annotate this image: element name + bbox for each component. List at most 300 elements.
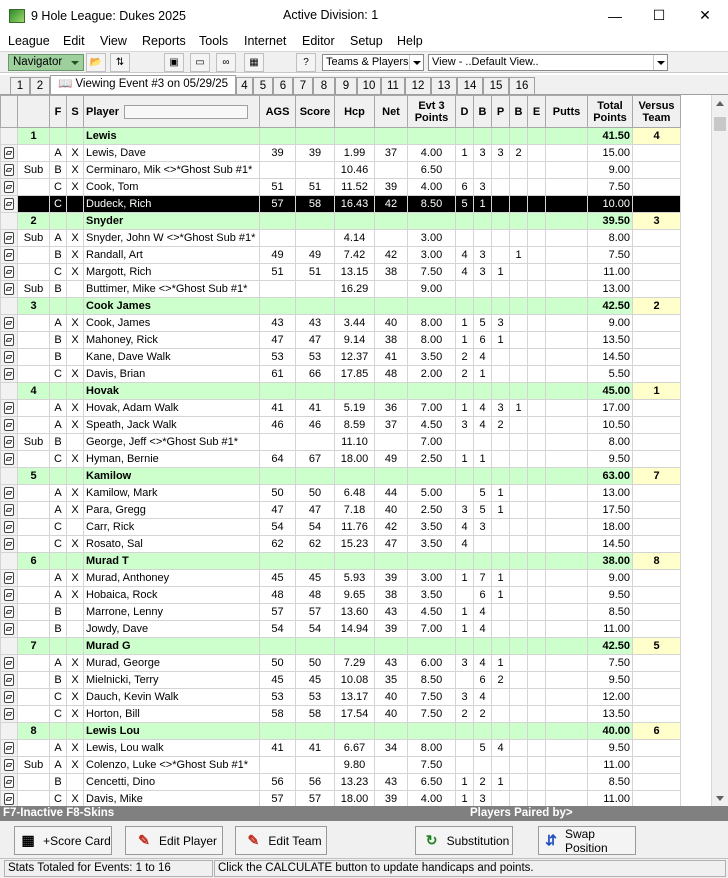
player-putts[interactable] [546,145,588,162]
scorecard-icon[interactable]: ▱ [1,145,18,162]
player-ags[interactable] [260,434,296,451]
player-pts[interactable]: 4.00 [408,145,456,162]
team-name[interactable]: Lewis Lou [84,723,260,740]
player-search-input[interactable] [124,105,248,119]
player-net[interactable]: 36 [375,400,408,417]
player-pts[interactable]: 2.50 [408,451,456,468]
player-b[interactable]: 1 [474,451,492,468]
player-row[interactable] [1,706,681,723]
player-sub[interactable] [18,706,50,723]
player-pts[interactable]: 6.50 [408,774,456,791]
player-name[interactable]: Dudeck, Rich [84,196,260,213]
player-row[interactable] [1,740,681,757]
player-s[interactable] [67,774,84,791]
edit-team-button[interactable] [235,826,327,855]
scorecard-icon[interactable]: ▱ [1,604,18,621]
player-total[interactable]: 11.00 [588,757,633,774]
player-b[interactable]: 7 [474,570,492,587]
player-row[interactable] [1,621,681,638]
player-sub[interactable] [18,621,50,638]
player-b[interactable]: 4 [474,417,492,434]
player-putts[interactable] [546,332,588,349]
player-hcp[interactable]: 6.48 [335,485,375,502]
player-name[interactable]: Rosato, Sal [84,536,260,553]
player-e[interactable] [528,247,546,264]
header-b[interactable]: B [474,96,492,128]
player-sub[interactable] [18,502,50,519]
player-row[interactable] [1,502,681,519]
player-pts[interactable]: 8.50 [408,672,456,689]
player-f[interactable]: A [50,757,67,774]
player-f[interactable]: A [50,417,67,434]
player-score[interactable]: 47 [296,502,335,519]
scorecard-icon[interactable]: ▱ [1,179,18,196]
player-row[interactable] [1,587,681,604]
player-sub[interactable] [18,264,50,281]
player-d[interactable] [456,281,474,298]
player-e[interactable] [528,519,546,536]
team-name[interactable]: Cook James [84,298,260,315]
player-name[interactable]: Horton, Bill [84,706,260,723]
player-name[interactable]: Buttimer, Mike <>*Ghost Sub #1* [84,281,260,298]
player-f[interactable]: A [50,655,67,672]
player-pts[interactable]: 3.50 [408,587,456,604]
player-score[interactable]: 54 [296,621,335,638]
player-ags[interactable]: 47 [260,332,296,349]
player-net[interactable]: 39 [375,179,408,196]
player-score[interactable]: 45 [296,672,335,689]
scorecard-icon[interactable]: ▱ [1,655,18,672]
player-p[interactable]: 3 [492,315,510,332]
player-b2[interactable] [510,519,528,536]
player-pts[interactable]: 6.50 [408,162,456,179]
header-putts[interactable]: Putts [546,96,588,128]
player-s[interactable]: X [67,400,84,417]
scorecard-icon[interactable]: ▱ [1,434,18,451]
player-s[interactable]: X [67,757,84,774]
player-score[interactable]: 53 [296,349,335,366]
player-name[interactable]: Davis, Mike [84,791,260,807]
team-name[interactable]: Snyder [84,213,260,230]
player-score[interactable]: 51 [296,264,335,281]
player-row[interactable] [1,332,681,349]
header-versus-team[interactable]: Versus Team [633,96,681,128]
player-b2[interactable] [510,740,528,757]
scorecard-icon[interactable]: ▱ [1,485,18,502]
player-row[interactable] [1,162,681,179]
player-hcp[interactable]: 6.67 [335,740,375,757]
player-d[interactable]: 5 [456,196,474,213]
player-ags[interactable]: 56 [260,774,296,791]
player-b2[interactable] [510,655,528,672]
scorecard-icon[interactable]: ▱ [1,247,18,264]
player-sub[interactable] [18,519,50,536]
player-s[interactable]: X [67,587,84,604]
player-row[interactable] [1,315,681,332]
player-b2[interactable] [510,349,528,366]
player-hcp[interactable]: 13.23 [335,774,375,791]
player-b2[interactable] [510,621,528,638]
player-hcp[interactable]: 10.08 [335,672,375,689]
player-b2[interactable] [510,791,528,807]
player-score[interactable]: 56 [296,774,335,791]
player-score[interactable]: 57 [296,791,335,807]
player-score[interactable]: 54 [296,519,335,536]
player-score[interactable]: 39 [296,145,335,162]
player-b2[interactable] [510,315,528,332]
player-name[interactable]: Speath, Jack Walk [84,417,260,434]
player-d[interactable]: 2 [456,706,474,723]
player-p[interactable]: 3 [492,145,510,162]
player-f[interactable]: B [50,604,67,621]
player-score[interactable]: 41 [296,400,335,417]
player-total[interactable]: 10.50 [588,417,633,434]
player-b[interactable]: 4 [474,349,492,366]
player-name[interactable]: Hobaica, Rock [84,587,260,604]
tab-event-1[interactable]: 1 [10,77,30,94]
player-d[interactable]: 4 [456,247,474,264]
player-pts[interactable]: 3.50 [408,536,456,553]
player-e[interactable] [528,451,546,468]
player-e[interactable] [528,196,546,213]
player-s[interactable]: X [67,570,84,587]
scorecard-icon[interactable]: ▱ [1,332,18,349]
player-p[interactable] [492,451,510,468]
player-b2[interactable] [510,502,528,519]
player-net[interactable]: 39 [375,570,408,587]
player-b2[interactable] [510,689,528,706]
player-b[interactable]: 2 [474,774,492,791]
tab-event-15[interactable]: 15 [483,77,509,94]
player-pts[interactable]: 8.00 [408,740,456,757]
player-total[interactable]: 9.50 [588,451,633,468]
player-e[interactable] [528,689,546,706]
player-b2[interactable] [510,706,528,723]
help-icon[interactable]: ? [296,53,316,72]
player-hcp[interactable]: 9.65 [335,587,375,604]
player-p[interactable]: 1 [492,332,510,349]
player-p[interactable] [492,519,510,536]
player-total[interactable]: 13.50 [588,332,633,349]
player-total[interactable]: 8.00 [588,434,633,451]
player-putts[interactable] [546,519,588,536]
player-row[interactable] [1,247,681,264]
player-e[interactable] [528,502,546,519]
player-hcp[interactable]: 15.23 [335,536,375,553]
player-ags[interactable]: 39 [260,145,296,162]
player-total[interactable]: 17.00 [588,400,633,417]
monitor-icon[interactable]: ▣ [164,53,184,72]
player-row[interactable] [1,689,681,706]
player-p[interactable] [492,689,510,706]
player-b2[interactable] [510,451,528,468]
player-score[interactable]: 53 [296,689,335,706]
player-s[interactable] [67,196,84,213]
player-b[interactable]: 5 [474,740,492,757]
player-putts[interactable] [546,400,588,417]
player-p[interactable]: 2 [492,672,510,689]
player-e[interactable] [528,366,546,383]
player-total[interactable]: 11.00 [588,621,633,638]
player-sub[interactable]: Sub [18,230,50,247]
player-total[interactable]: 8.00 [588,230,633,247]
player-ags[interactable]: 50 [260,655,296,672]
player-s[interactable]: X [67,366,84,383]
player-f[interactable]: B [50,332,67,349]
player-p[interactable] [492,536,510,553]
player-e[interactable] [528,485,546,502]
tab-event-2[interactable]: 2 [30,77,50,94]
player-total[interactable]: 13.50 [588,706,633,723]
player-ags[interactable]: 53 [260,349,296,366]
player-hcp[interactable]: 11.10 [335,434,375,451]
player-net[interactable]: 39 [375,791,408,807]
player-net[interactable]: 44 [375,485,408,502]
player-b2[interactable]: 1 [510,400,528,417]
player-net[interactable]: 42 [375,247,408,264]
player-total[interactable]: 9.50 [588,740,633,757]
player-ags[interactable] [260,162,296,179]
player-row[interactable] [1,145,681,162]
tab-event-6[interactable]: 6 [273,77,293,94]
header-d[interactable]: D [456,96,474,128]
player-total[interactable]: 17.50 [588,502,633,519]
view-select[interactable] [428,54,668,71]
player-hcp[interactable]: 7.42 [335,247,375,264]
player-putts[interactable] [546,672,588,689]
player-ags[interactable]: 62 [260,536,296,553]
player-e[interactable] [528,349,546,366]
player-s[interactable]: X [67,247,84,264]
scroll-thumb[interactable] [714,117,726,131]
scorecard-icon[interactable]: ▱ [1,196,18,213]
player-f[interactable]: B [50,621,67,638]
player-b2[interactable] [510,366,528,383]
player-putts[interactable] [546,349,588,366]
player-name[interactable]: Murad, Anthoney [84,570,260,587]
player-p[interactable]: 1 [492,502,510,519]
player-f[interactable]: A [50,502,67,519]
player-net[interactable] [375,162,408,179]
player-net[interactable] [375,230,408,247]
player-name[interactable]: Hyman, Bernie [84,451,260,468]
player-f[interactable]: B [50,247,67,264]
scorecard-icon[interactable]: ▱ [1,366,18,383]
player-pts[interactable]: 3.00 [408,570,456,587]
team-name[interactable]: Kamilow [84,468,260,485]
player-row[interactable] [1,230,681,247]
player-pts[interactable]: 5.00 [408,485,456,502]
player-hcp[interactable]: 16.43 [335,196,375,213]
maximize-button[interactable]: ☐ [652,7,666,23]
player-putts[interactable] [546,247,588,264]
player-name[interactable]: Hovak, Adam Walk [84,400,260,417]
player-putts[interactable] [546,689,588,706]
player-f[interactable]: C [50,689,67,706]
player-hcp[interactable]: 8.59 [335,417,375,434]
player-net[interactable]: 47 [375,536,408,553]
player-b[interactable]: 4 [474,604,492,621]
scorecard-icon[interactable]: ▱ [1,706,18,723]
scorecard-icon[interactable]: ▱ [1,502,18,519]
player-d[interactable]: 1 [456,570,474,587]
player-d[interactable]: 4 [456,519,474,536]
player-putts[interactable] [546,366,588,383]
player-sub[interactable] [18,672,50,689]
player-putts[interactable] [546,434,588,451]
player-f[interactable]: A [50,145,67,162]
player-b2[interactable] [510,604,528,621]
player-name[interactable]: Marrone, Lenny [84,604,260,621]
player-f[interactable]: C [50,451,67,468]
player-f[interactable]: B [50,162,67,179]
close-button[interactable]: ✕ [699,7,711,23]
tab-event-5[interactable]: 5 [253,77,273,94]
player-pts[interactable]: 8.50 [408,196,456,213]
player-s[interactable]: X [67,332,84,349]
player-p[interactable]: 3 [492,400,510,417]
team-row[interactable] [1,383,681,400]
player-row[interactable] [1,485,681,502]
player-e[interactable] [528,434,546,451]
player-row[interactable] [1,655,681,672]
player-sub[interactable] [18,604,50,621]
player-row[interactable] [1,757,681,774]
player-ags[interactable]: 41 [260,740,296,757]
scorecard-icon[interactable]: ▱ [1,162,18,179]
player-ags[interactable]: 47 [260,502,296,519]
player-putts[interactable] [546,774,588,791]
player-e[interactable] [528,757,546,774]
player-b2[interactable] [510,179,528,196]
player-d[interactable] [456,587,474,604]
team-name[interactable]: Murad G [84,638,260,655]
player-f[interactable]: B [50,434,67,451]
player-hcp[interactable]: 9.80 [335,757,375,774]
player-name[interactable]: Margott, Rich [84,264,260,281]
player-ags[interactable]: 57 [260,196,296,213]
player-s[interactable]: X [67,536,84,553]
player-total[interactable]: 12.00 [588,689,633,706]
player-f[interactable]: C [50,196,67,213]
player-b2[interactable] [510,417,528,434]
player-ags[interactable]: 50 [260,485,296,502]
player-total[interactable]: 7.50 [588,247,633,264]
player-e[interactable] [528,791,546,807]
player-d[interactable]: 4 [456,536,474,553]
player-p[interactable]: 4 [492,740,510,757]
navigator-button[interactable] [8,54,84,71]
player-f[interactable]: C [50,264,67,281]
player-sub[interactable]: Sub [18,162,50,179]
menu-internet[interactable]: Internet [244,34,287,48]
player-hcp[interactable]: 3.44 [335,315,375,332]
player-b2[interactable] [510,264,528,281]
header-s[interactable]: S [67,96,84,128]
player-pts[interactable]: 7.50 [408,706,456,723]
team-row[interactable] [1,213,681,230]
player-putts[interactable] [546,451,588,468]
header-evt-points[interactable]: Evt 3 Points [408,96,456,128]
player-row[interactable] [1,604,681,621]
player-ags[interactable]: 43 [260,315,296,332]
sort-icon[interactable]: ⇅ [110,53,130,72]
player-b[interactable]: 6 [474,587,492,604]
player-s[interactable]: X [67,230,84,247]
player-hcp[interactable]: 11.52 [335,179,375,196]
player-s[interactable]: X [67,672,84,689]
player-score[interactable]: 58 [296,196,335,213]
player-e[interactable] [528,621,546,638]
substitution-button[interactable] [415,826,513,855]
player-f[interactable]: B [50,672,67,689]
team-row[interactable] [1,723,681,740]
player-hcp[interactable]: 18.00 [335,791,375,807]
player-s[interactable] [67,281,84,298]
player-total[interactable]: 5.50 [588,366,633,383]
player-pts[interactable]: 7.00 [408,621,456,638]
teams-players-select[interactable] [322,54,424,71]
header-b2[interactable]: B [510,96,528,128]
player-b[interactable]: 3 [474,791,492,807]
player-e[interactable] [528,417,546,434]
player-hcp[interactable]: 17.85 [335,366,375,383]
player-s[interactable]: X [67,502,84,519]
player-sub[interactable] [18,196,50,213]
player-pts[interactable]: 6.00 [408,655,456,672]
player-b[interactable]: 4 [474,400,492,417]
player-name[interactable]: Snyder, John W <>*Ghost Sub #1* [84,230,260,247]
player-p[interactable] [492,757,510,774]
player-ags[interactable]: 61 [260,366,296,383]
player-d[interactable]: 1 [456,400,474,417]
player-total[interactable]: 13.00 [588,485,633,502]
player-d[interactable]: 1 [456,315,474,332]
player-total[interactable]: 9.50 [588,587,633,604]
player-f[interactable]: C [50,519,67,536]
player-score[interactable] [296,757,335,774]
player-net[interactable]: 40 [375,502,408,519]
player-hcp[interactable]: 5.93 [335,570,375,587]
player-sub[interactable] [18,536,50,553]
player-putts[interactable] [546,536,588,553]
player-f[interactable]: C [50,706,67,723]
player-total[interactable]: 9.00 [588,162,633,179]
player-ags[interactable] [260,757,296,774]
player-sub[interactable] [18,417,50,434]
tab-event-9[interactable]: 9 [335,77,357,94]
player-pts[interactable]: 3.50 [408,519,456,536]
player-ags[interactable] [260,281,296,298]
vertical-scrollbar[interactable] [711,95,728,806]
scroll-up-icon[interactable] [716,101,724,106]
scorecard-icon[interactable]: ▱ [1,689,18,706]
player-b[interactable]: 3 [474,179,492,196]
player-row[interactable] [1,196,681,213]
tab-event-12[interactable]: 12 [405,77,431,94]
team-name[interactable]: Lewis [84,128,260,145]
player-ags[interactable]: 48 [260,587,296,604]
player-net[interactable] [375,434,408,451]
player-hcp[interactable]: 13.15 [335,264,375,281]
player-putts[interactable] [546,196,588,213]
player-b2[interactable] [510,587,528,604]
player-sub[interactable] [18,349,50,366]
player-f[interactable]: B [50,281,67,298]
player-p[interactable] [492,621,510,638]
player-d[interactable]: 2 [456,366,474,383]
player-name[interactable]: Carr, Rick [84,519,260,536]
